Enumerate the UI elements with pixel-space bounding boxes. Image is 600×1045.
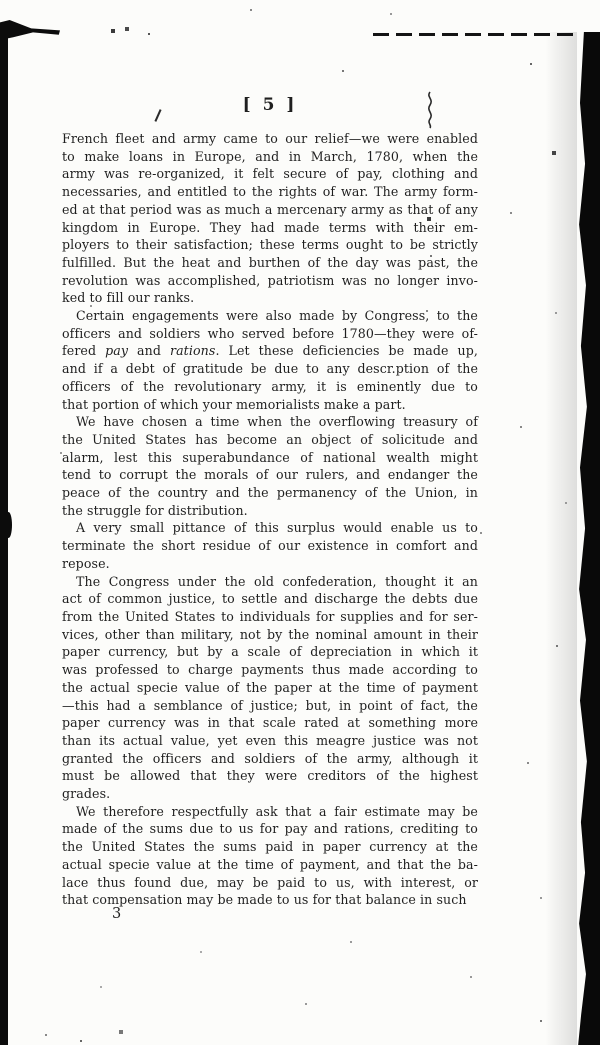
text-line: vices, other than military, not by the nominal amount in their — [62, 626, 478, 642]
text-line: was professed to charge payments thus made according to — [62, 662, 478, 678]
scan-horizontal-line — [373, 33, 577, 36]
text-line: paper currency, but by a scale of depreciation in which it — [62, 644, 478, 660]
text-line: fered pay and rations. Let these deficiencies be made up, — [62, 343, 478, 359]
text-line: grades. — [62, 786, 111, 802]
page-number-header: [ 5 ] — [242, 95, 298, 115]
text-line: alarm, lest this superabundance of national wealth might — [62, 449, 478, 465]
text-line: that compensation may be made to us for that balance in such — [62, 892, 467, 908]
text-line: act of common justice, to settle and discharge the debts due — [62, 591, 478, 607]
text-line: peace of the country and the permanency of the Union, in — [62, 485, 478, 501]
text-line: army was re-organized, it felt secure of pay, clothing and — [62, 166, 478, 182]
paragraph — [62, 413, 478, 519]
text-line: ed at that period was as much a mercenary army as that of any — [62, 201, 478, 217]
text-line: repose. — [62, 555, 110, 571]
text-line: must be allowed that they were creditors of the highest — [62, 768, 478, 784]
text-line: revolution was accomplished, patriotism was no longer invo- — [62, 272, 478, 288]
scan-page-edge — [577, 32, 600, 1045]
text-line: —this had a semblance of justice; but, in point of fact, the — [62, 697, 478, 713]
text-line: made of the sums due to us for pay and rations, crediting to — [62, 821, 478, 837]
scan-noise-speckles — [0, 0, 2, 2]
text-line: the actual specie value of the paper at the time of payment — [62, 679, 478, 695]
text-line: lace thus found due, may be paid to us, with interest, or — [62, 874, 478, 890]
text-line: and if a debt of gratitude be due to any descr.ption of the — [62, 361, 478, 377]
page-text — [62, 130, 478, 909]
text-line: necessaries, and entitled to the rights of war. The army form- — [62, 184, 478, 200]
text-line: ked to fill our ranks. — [62, 290, 195, 306]
text-line: the struggle for distribution. — [62, 502, 248, 518]
signature-mark: 3 — [112, 906, 122, 922]
text-line: the United States the sums paid in paper currency at the — [62, 839, 478, 855]
text-line: The Congress under the old confederation, thought it an — [76, 573, 478, 589]
text-line: to make loans in Europe, and in March, 1780, when the — [62, 148, 478, 164]
text-line: tend to corrupt the morals of our rulers, and endanger the — [62, 467, 478, 483]
text-line: A very small pittance of this surplus would enable us to — [76, 520, 478, 536]
text-line: that portion of which your memorialists make a part. — [62, 396, 406, 412]
text-line: paper currency was in that scale rated at something more — [62, 715, 478, 731]
paragraph — [62, 803, 478, 909]
text-line: We therefore respectfully ask that a fair estimate may be — [76, 803, 478, 819]
paragraph — [62, 573, 478, 803]
text-line: granted the officers and soldiers of the army, although it — [62, 750, 478, 766]
text-line: than its actual value, yet even this meagre justice was not — [62, 732, 478, 748]
text-line: from the United States to individuals for supplies and for ser- — [62, 608, 478, 624]
scan-binding-edge — [0, 24, 8, 1045]
text-line: terminate the short residue of our existence in comfort and — [62, 538, 478, 554]
scan-corner-smudge — [0, 20, 60, 40]
paragraph — [62, 307, 478, 413]
text-line: kingdom in Europe. They had made terms with their em- — [62, 219, 478, 235]
scan-edge-shadow — [545, 32, 577, 1045]
paragraph — [62, 519, 478, 572]
text-line: ployers to their satisfaction; these terms ought to be strictly — [62, 237, 478, 253]
text-line: the United States has become an object of solicitude and — [62, 431, 478, 447]
text-line: actual specie value at the time of payment, and that the ba- — [62, 856, 478, 872]
text-line: officers and soldiers who served before 1780—they were of- — [62, 325, 478, 341]
paragraph — [62, 130, 478, 307]
text-line: Certain engagements were also made by Congress, to the — [76, 308, 478, 324]
text-line: We have chosen a time when the overflowing treasury of — [76, 414, 478, 430]
text-line: French fleet and army came to our relief—we were enabled — [62, 131, 478, 146]
text-line: officers of the revolutionary army, it is eminently due to — [62, 378, 478, 394]
text-line: fulfilled. But the heat and burthen of the day was past, the — [62, 254, 478, 270]
